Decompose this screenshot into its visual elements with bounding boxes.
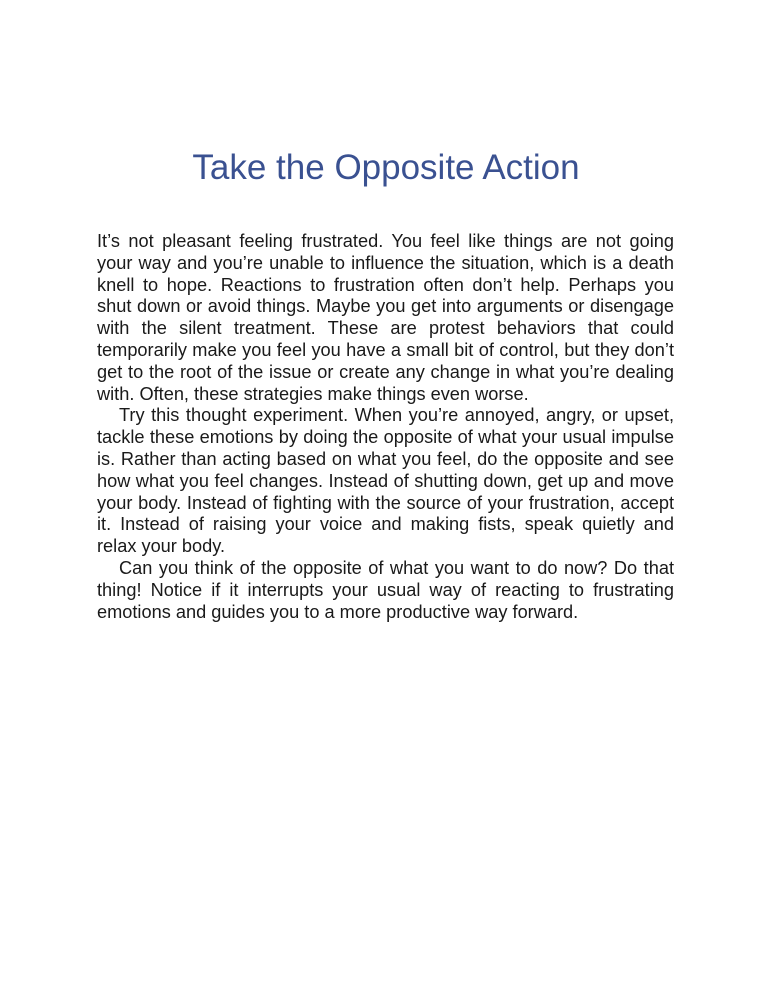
paragraph-1: It’s not pleasant feeling frustrated. You feel like things are not going your way and you’re unable to influence the situation, which is a death knell to hope. Reactions to frustration often don’t help. Perhaps you shut down or avoid things. Maybe you get into arguments or disengage with the silent treatment. These are protest behaviors that could temporarily make you feel you have a small bit of control, but they don’t get to the root of the issue or create any change in what you’re dealing with. Often, these strategies make things even worse. (97, 231, 674, 404)
body-text (97, 231, 674, 623)
page-title: Take the Opposite Action (192, 148, 580, 187)
paragraph-3: Can you think of the opposite of what you want to do now? Do that thing! Notice if it interrupts your usual way of reacting to frustrating emotions and guides you to a more productive way forward. (97, 557, 674, 622)
paragraph-2: Try this thought experiment. When you’re annoyed, angry, or upset, tackle these emotions by doing the opposite of what your usual impulse is. Rather than acting based on what you feel, do the opposite and see how what you feel changes. Instead of shutting down, get up and move your body. Instead of fighting with the source of your frustration, accept it. Instead of raising your voice and making fists, speak quietly and relax your body. (97, 405, 674, 557)
